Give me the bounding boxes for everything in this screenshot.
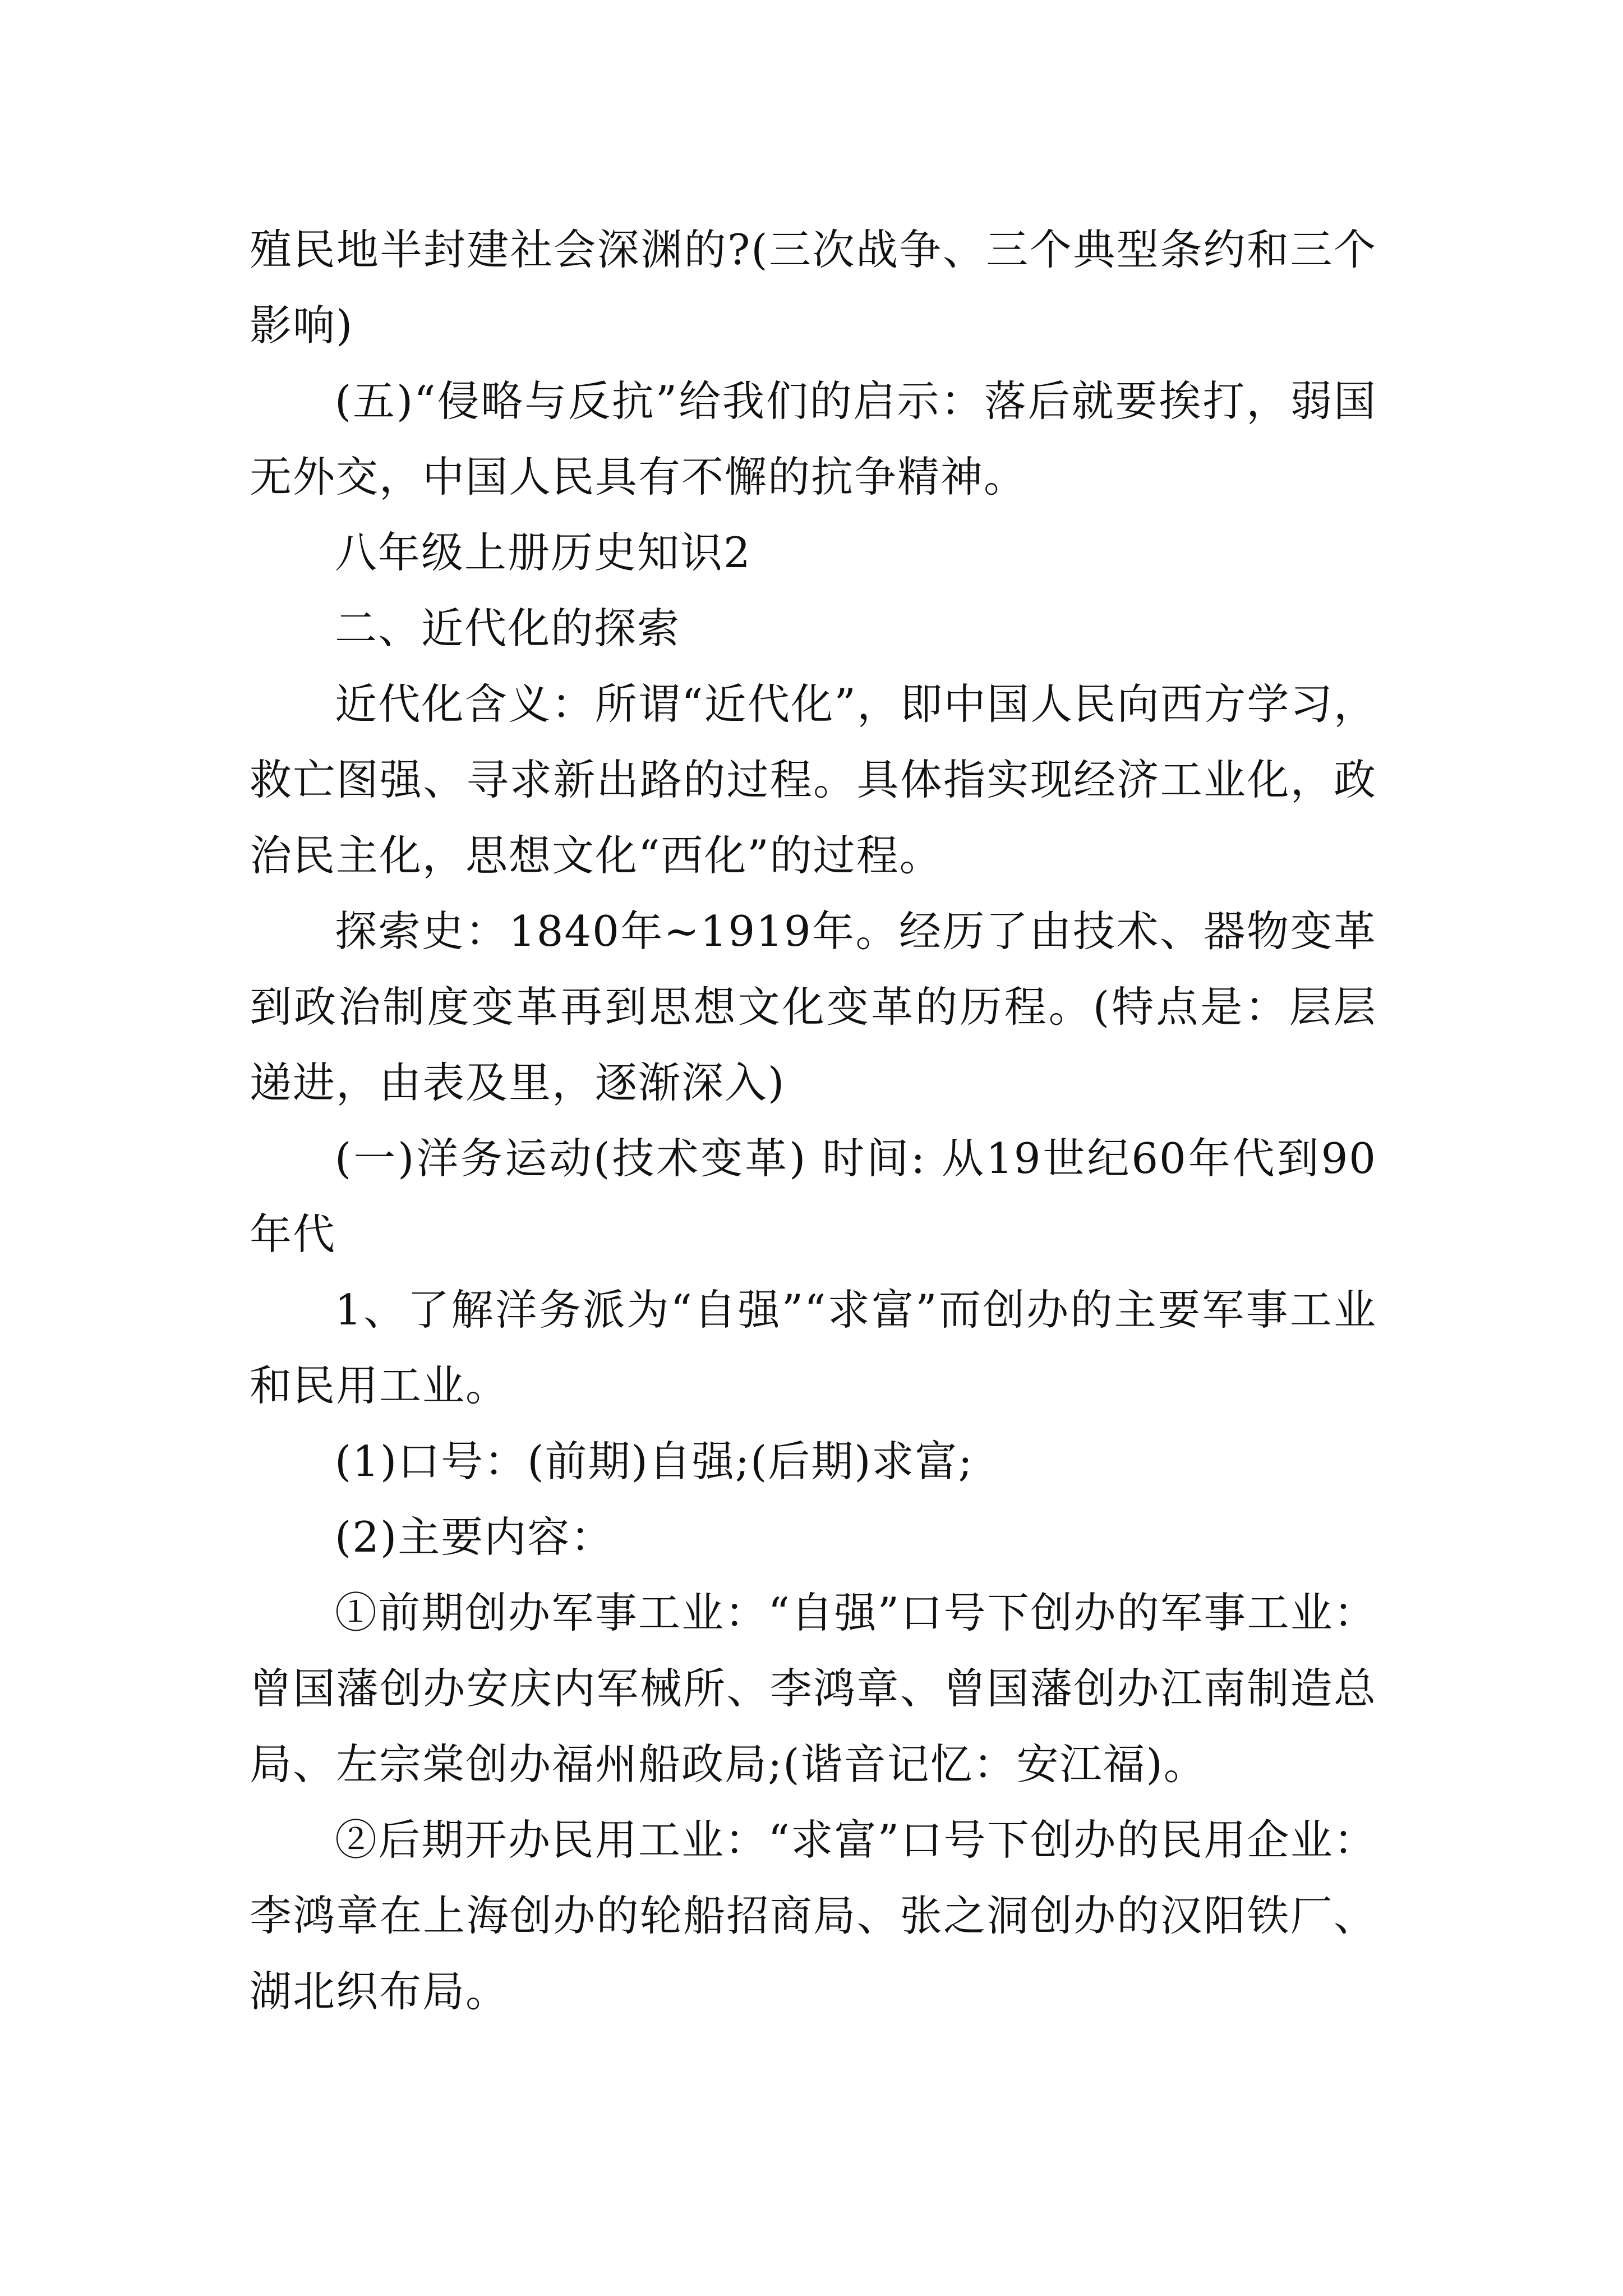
list-item-slogan: (1)口号：(前期)自强;(后期)求富; bbox=[335, 1437, 974, 1486]
subheading-westernization-movement: (一)洋务运动(技术变革) 时间: 从19世纪60年代到90年代 bbox=[250, 1134, 1377, 1259]
paragraph-revelation: (五)“侵略与反抗”给我们的启示：落后就要挨打，弱国无外交，中国人民具有不懈的抗争精神。 bbox=[250, 376, 1377, 501]
list-item-military-industry: ①前期创办军事工业：“自强”口号下创办的军事工业：曾国藩创办安庆内军械所、李鸿章、曾国藩创办江南制造总局、左宗棠创办福州船政局;(谐音记忆：安江福)。 bbox=[250, 1588, 1377, 1789]
document-body bbox=[250, 212, 1377, 2030]
paragraph-modernization-meaning: 近代化含义：所谓“近代化”，即中国人民向西方学习，救亡图强、寻求新出路的过程。具体指实现经济工业化，政治民主化，思想文化“西化”的过程。 bbox=[250, 679, 1377, 880]
list-item-1: 1、了解洋务派为“自强”“求富”而创办的主要军事工业和民用工业。 bbox=[250, 1285, 1377, 1410]
paragraph-continuation: 殖民地半封建社会深渊的?(三次战争、三个典型条约和三个影响) bbox=[250, 225, 1377, 350]
section-heading-grade8-history-2: 八年级上册历史知识2 bbox=[335, 528, 751, 577]
list-item-civil-industry: ②后期开办民用工业：“求富”口号下创办的民用企业：李鸿章在上海创办的轮船招商局、张之洞创办的汉阳铁厂、湖北织布局。 bbox=[250, 1815, 1377, 2016]
section-heading-modernization: 二、近代化的探索 bbox=[335, 604, 681, 653]
paragraph-exploration-history: 探索史：1840年~1919年。经历了由技术、器物变革到政治制度变革再到思想文化变革的历程。(特点是：层层递进，由表及里，逐渐深入) bbox=[250, 907, 1377, 1107]
list-item-main-content: (2)主要内容： bbox=[335, 1512, 614, 1562]
